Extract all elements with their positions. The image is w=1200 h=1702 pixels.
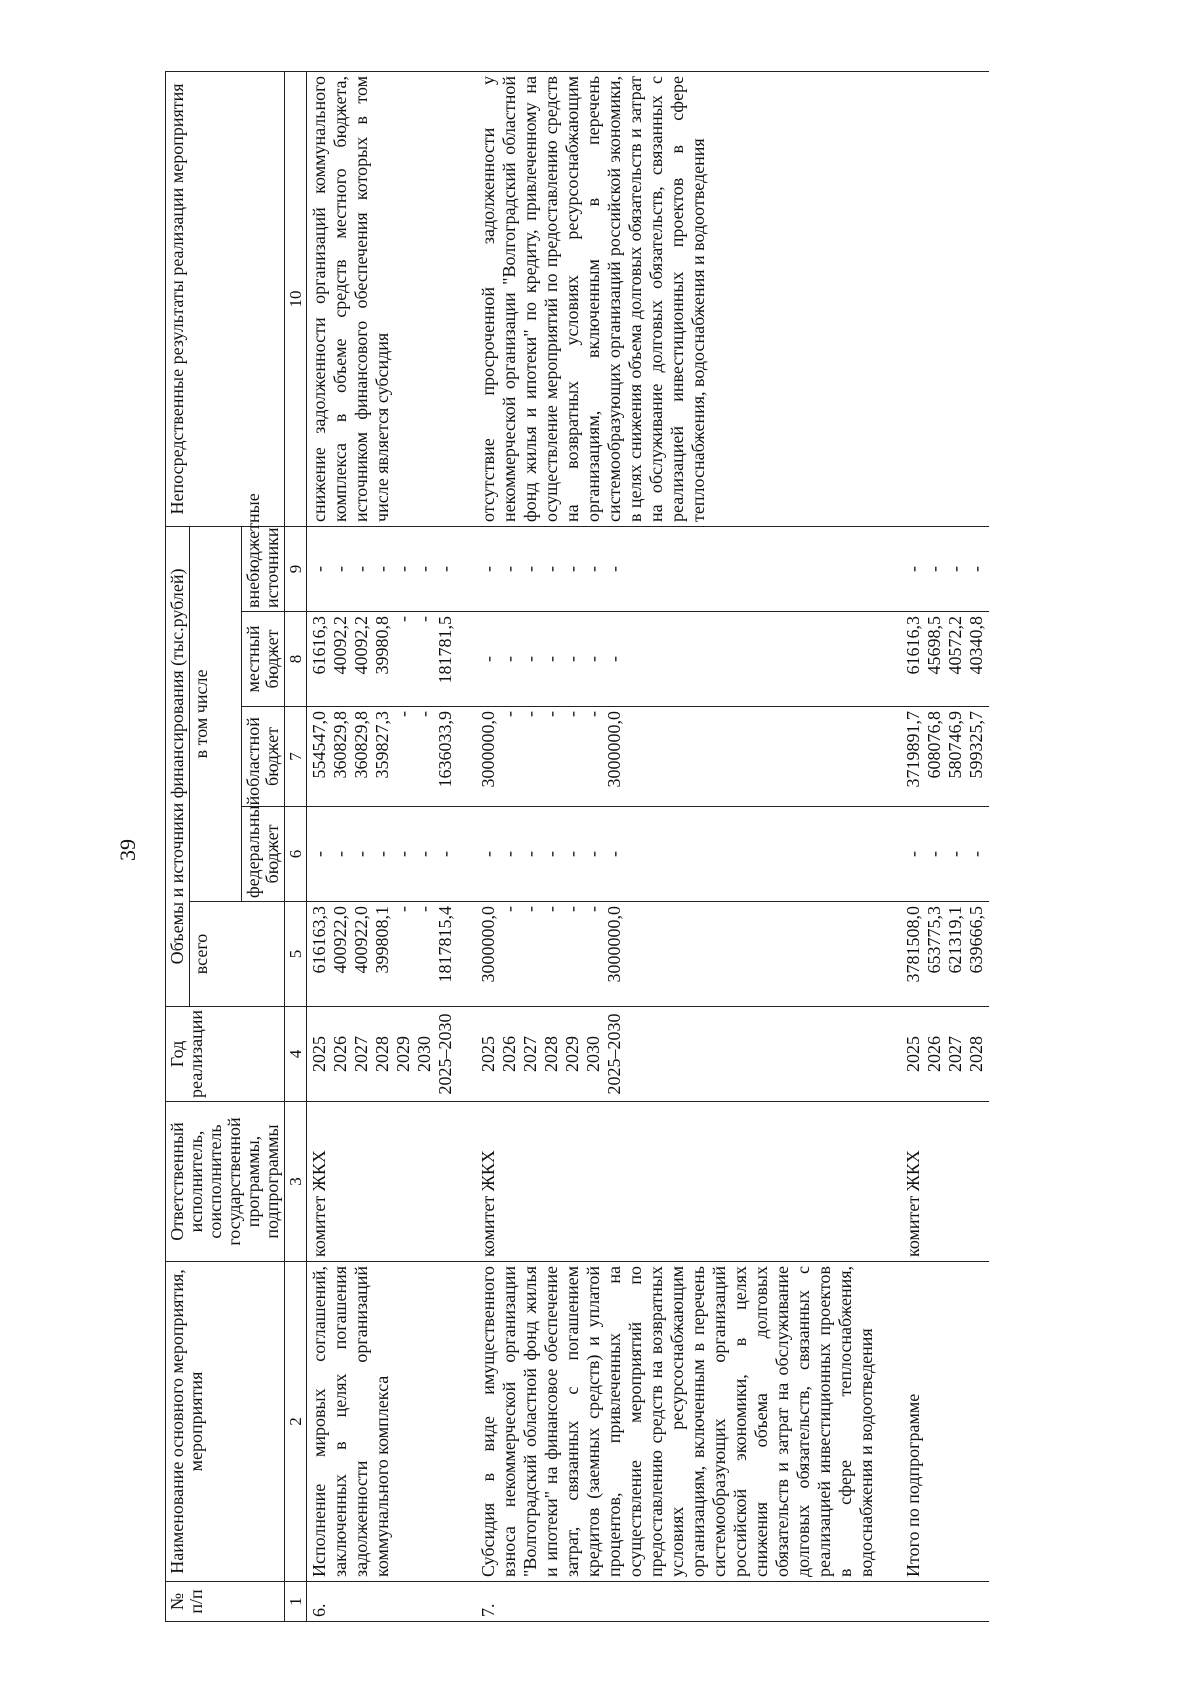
amount: - [435, 565, 455, 572]
header-funding-group: Объемы и источники финансирования (тыс.рублей) [166, 526, 190, 1006]
amount: 580746,9 [945, 711, 965, 779]
col-number: 1 [285, 1582, 307, 1622]
col-number: 5 [285, 902, 307, 1007]
year: 2027 [520, 1036, 540, 1072]
amount: - [604, 851, 624, 857]
col-number: 6 [285, 807, 307, 902]
amount: - [309, 565, 329, 572]
amount: - [562, 565, 582, 572]
col-number: 2 [285, 1262, 307, 1582]
col-number: 4 [285, 1007, 307, 1102]
total-values [476, 902, 879, 1007]
amount: - [541, 656, 561, 662]
amount: - [414, 616, 434, 622]
col-number: 10 [285, 71, 307, 526]
year: 2028 [541, 1036, 561, 1072]
header-regional: областной бюджет [242, 707, 285, 807]
amount: 3000000,0 [478, 711, 498, 788]
row-number: 6. [307, 1582, 459, 1622]
amount: 181781,5 [435, 616, 455, 684]
amount: - [309, 851, 329, 857]
amount: - [966, 565, 986, 572]
federal-values [897, 807, 989, 902]
amount: - [520, 656, 540, 662]
amount: - [435, 851, 455, 857]
amount: - [499, 711, 519, 717]
year: 2027 [945, 1036, 965, 1072]
amount: - [520, 851, 540, 857]
funding-table [165, 71, 989, 1622]
amount: - [499, 851, 519, 857]
amount: - [604, 656, 624, 662]
header-including: в том числе [190, 526, 242, 901]
regional-values [897, 707, 989, 807]
amount: 621319,1 [945, 906, 965, 974]
amount: 61616,3 [309, 616, 329, 675]
amount: - [583, 906, 603, 912]
amount: 61616,3 [903, 616, 923, 675]
header-local: местный бюджет [242, 612, 285, 707]
amount: - [372, 851, 392, 857]
amount: - [351, 851, 371, 857]
year: 2027 [351, 1036, 371, 1072]
year: 2025 [903, 1036, 923, 1072]
amount: - [520, 906, 540, 912]
amount: - [478, 656, 498, 662]
amount: - [414, 851, 434, 857]
header-results: Непосредственные результаты реализации мероприятия [166, 71, 285, 526]
amount: 360829,8 [351, 711, 371, 779]
page-number: 39 [115, 839, 140, 861]
executor: комитет ЖКХ [476, 1102, 879, 1262]
year: 2030 [414, 1036, 434, 1072]
amount: - [903, 565, 923, 572]
amount: 40340,8 [966, 616, 986, 675]
federal-values [307, 807, 459, 902]
amount: 399808,1 [372, 906, 392, 974]
header-total: всего [190, 902, 285, 1007]
amount: - [393, 711, 413, 717]
header-federal: федеральный бюджет [242, 807, 285, 902]
amount: - [499, 565, 519, 572]
regional-values [476, 707, 879, 807]
amount: 359827,3 [372, 711, 392, 779]
amount: - [478, 565, 498, 572]
amount: 639666,5 [966, 906, 986, 974]
col-number: 3 [285, 1102, 307, 1262]
row-spacer [458, 71, 476, 1621]
year: 2025 [478, 1036, 498, 1072]
year: 2025–2030 [604, 1013, 624, 1095]
year: 2026 [499, 1036, 519, 1072]
year: 2028 [372, 1036, 392, 1072]
amount: - [562, 851, 582, 857]
amount: 400922,0 [330, 906, 350, 974]
amount: 616163,3 [309, 906, 329, 974]
total-values [897, 902, 989, 1007]
amount: - [562, 711, 582, 717]
amount: 400922,0 [351, 906, 371, 974]
amount: - [520, 565, 540, 572]
amount: - [924, 565, 944, 572]
amount: - [351, 565, 371, 572]
amount: - [393, 906, 413, 912]
amount: - [583, 711, 603, 717]
col-number: 8 [285, 612, 307, 707]
amount: - [414, 711, 434, 717]
amount: 608076,8 [924, 711, 944, 779]
extrabudget-values [476, 526, 879, 611]
program-table-sheet [165, 72, 995, 1622]
local-values [897, 612, 989, 707]
year: 2028 [966, 1036, 986, 1072]
executor: комитет ЖКХ [897, 1102, 989, 1262]
year: 2026 [924, 1036, 944, 1072]
amount: - [966, 851, 986, 857]
amount: - [541, 565, 561, 572]
regional-values [307, 707, 459, 807]
total-row [897, 71, 989, 1621]
extrabudget-values [307, 526, 459, 611]
activity-name: Субсидия в виде имущественного взноса некоммерческой организации "Волгоградский областной фонд жилья и ипотеки" на финансовое обеспечение затрат, связанных с погашением кредитов (заемных средств) и уплатой процентов, привлеченных на осуществление мероприятий по предоставлению средств на возвратных условиях ресурсоснабжающим организациям, включенным в перечень системообразующих организаций российской экономики, в целях снижения объема долговых обязательств и затрат на обслуживание долговых обязательств, связанных с реализацией инвестиционных проектов в сфере теплоснабжения, водоснабжения и водоотведения [476, 1262, 879, 1582]
amount: - [604, 565, 624, 572]
amount: - [924, 851, 944, 857]
row-number: 7. [476, 1582, 879, 1622]
amount: - [393, 616, 413, 622]
amount: - [541, 851, 561, 857]
col-number: 9 [285, 526, 307, 611]
federal-values [476, 807, 879, 902]
extrabudget-values [897, 526, 989, 611]
amount: - [499, 906, 519, 912]
amount: - [583, 656, 603, 662]
amount: 3000000,0 [478, 906, 498, 983]
amount: - [583, 851, 603, 857]
table-row [476, 71, 879, 1621]
amount: 554547,0 [309, 711, 329, 779]
year: 2029 [562, 1036, 582, 1072]
amount: - [520, 711, 540, 717]
header-activity-name: Наименование основного мероприятия, мероприятия [166, 1262, 285, 1582]
executor: комитет ЖКХ [307, 1102, 459, 1262]
amount: 40092,2 [351, 616, 371, 675]
amount: 3781508,0 [903, 906, 923, 983]
amount: - [414, 565, 434, 572]
years-list [476, 1007, 879, 1102]
amount: 1817815,4 [435, 906, 455, 983]
amount: - [945, 565, 965, 572]
amount: 360829,8 [330, 711, 350, 779]
amount: 39980,8 [372, 616, 392, 675]
amount: - [541, 906, 561, 912]
amount: - [393, 851, 413, 857]
amount: - [562, 656, 582, 662]
amount: - [414, 906, 434, 912]
amount: - [372, 565, 392, 572]
col-number: 7 [285, 707, 307, 807]
amount: 3000000,0 [604, 711, 624, 788]
amount: 40572,2 [945, 616, 965, 675]
activity-result: отсутствие просроченной задолженности у некоммерческой организации "Волгоградский областной фонд жилья и ипотеки" по кредиту, привлеченному на осуществление мероприятий по предоставлению средств на возвратных условиях ресурсоснабжающим организациям, включенным в перечень системообразующих организаций российской экономики, в целях снижения объема долговых обязательств и затрат на обслуживание долговых обязательств, связанных с реализацией инвестиционных проектов в сфере теплоснабжения, водоснабжения и водоотведения [476, 71, 879, 526]
amount: - [903, 851, 923, 857]
activity-name: Исполнение мировых соглашений, заключенных в целях погашения задолженности организаций коммунального комплекса [307, 1262, 459, 1582]
amount: - [330, 851, 350, 857]
year: 2029 [393, 1036, 413, 1072]
local-values [476, 612, 879, 707]
amount: - [393, 565, 413, 572]
amount: - [541, 711, 561, 717]
amount: 40092,2 [330, 616, 350, 675]
amount: 599325,7 [966, 711, 986, 779]
amount: 45698,5 [924, 616, 944, 675]
activity-result: снижение задолженности организаций коммунального комплекса в объеме средств местного бюджета, источником финансового обеспечения которых в том числе является субсидия [307, 71, 459, 526]
amount: - [330, 565, 350, 572]
header-num: № п/п [166, 1582, 285, 1622]
header-extrabudget: внебюджетные источники [242, 526, 285, 611]
year: 2025–2030 [435, 1013, 455, 1095]
row-spacer [879, 71, 897, 1621]
amount: 653775,3 [924, 906, 944, 974]
amount: 1636033,9 [435, 711, 455, 788]
header-executor: Ответственный исполнитель, соисполнитель государственной программы, подпрограммы [166, 1102, 285, 1262]
years-list [307, 1007, 459, 1102]
year: 2026 [330, 1036, 350, 1072]
amount: - [583, 565, 603, 572]
years-list [897, 1007, 989, 1102]
table-row [307, 71, 459, 1621]
amount: - [478, 851, 498, 857]
amount: 3719891,7 [903, 711, 923, 788]
total-values [307, 902, 459, 1007]
amount: - [562, 906, 582, 912]
year: 2030 [583, 1036, 603, 1072]
local-values [307, 612, 459, 707]
total-row-label: Итого по подпрограмме [897, 1262, 989, 1582]
amount: - [945, 851, 965, 857]
year: 2025 [309, 1036, 329, 1072]
header-year: Год реализации [166, 1007, 285, 1102]
amount: - [499, 656, 519, 662]
amount: 3000000,0 [604, 906, 624, 983]
